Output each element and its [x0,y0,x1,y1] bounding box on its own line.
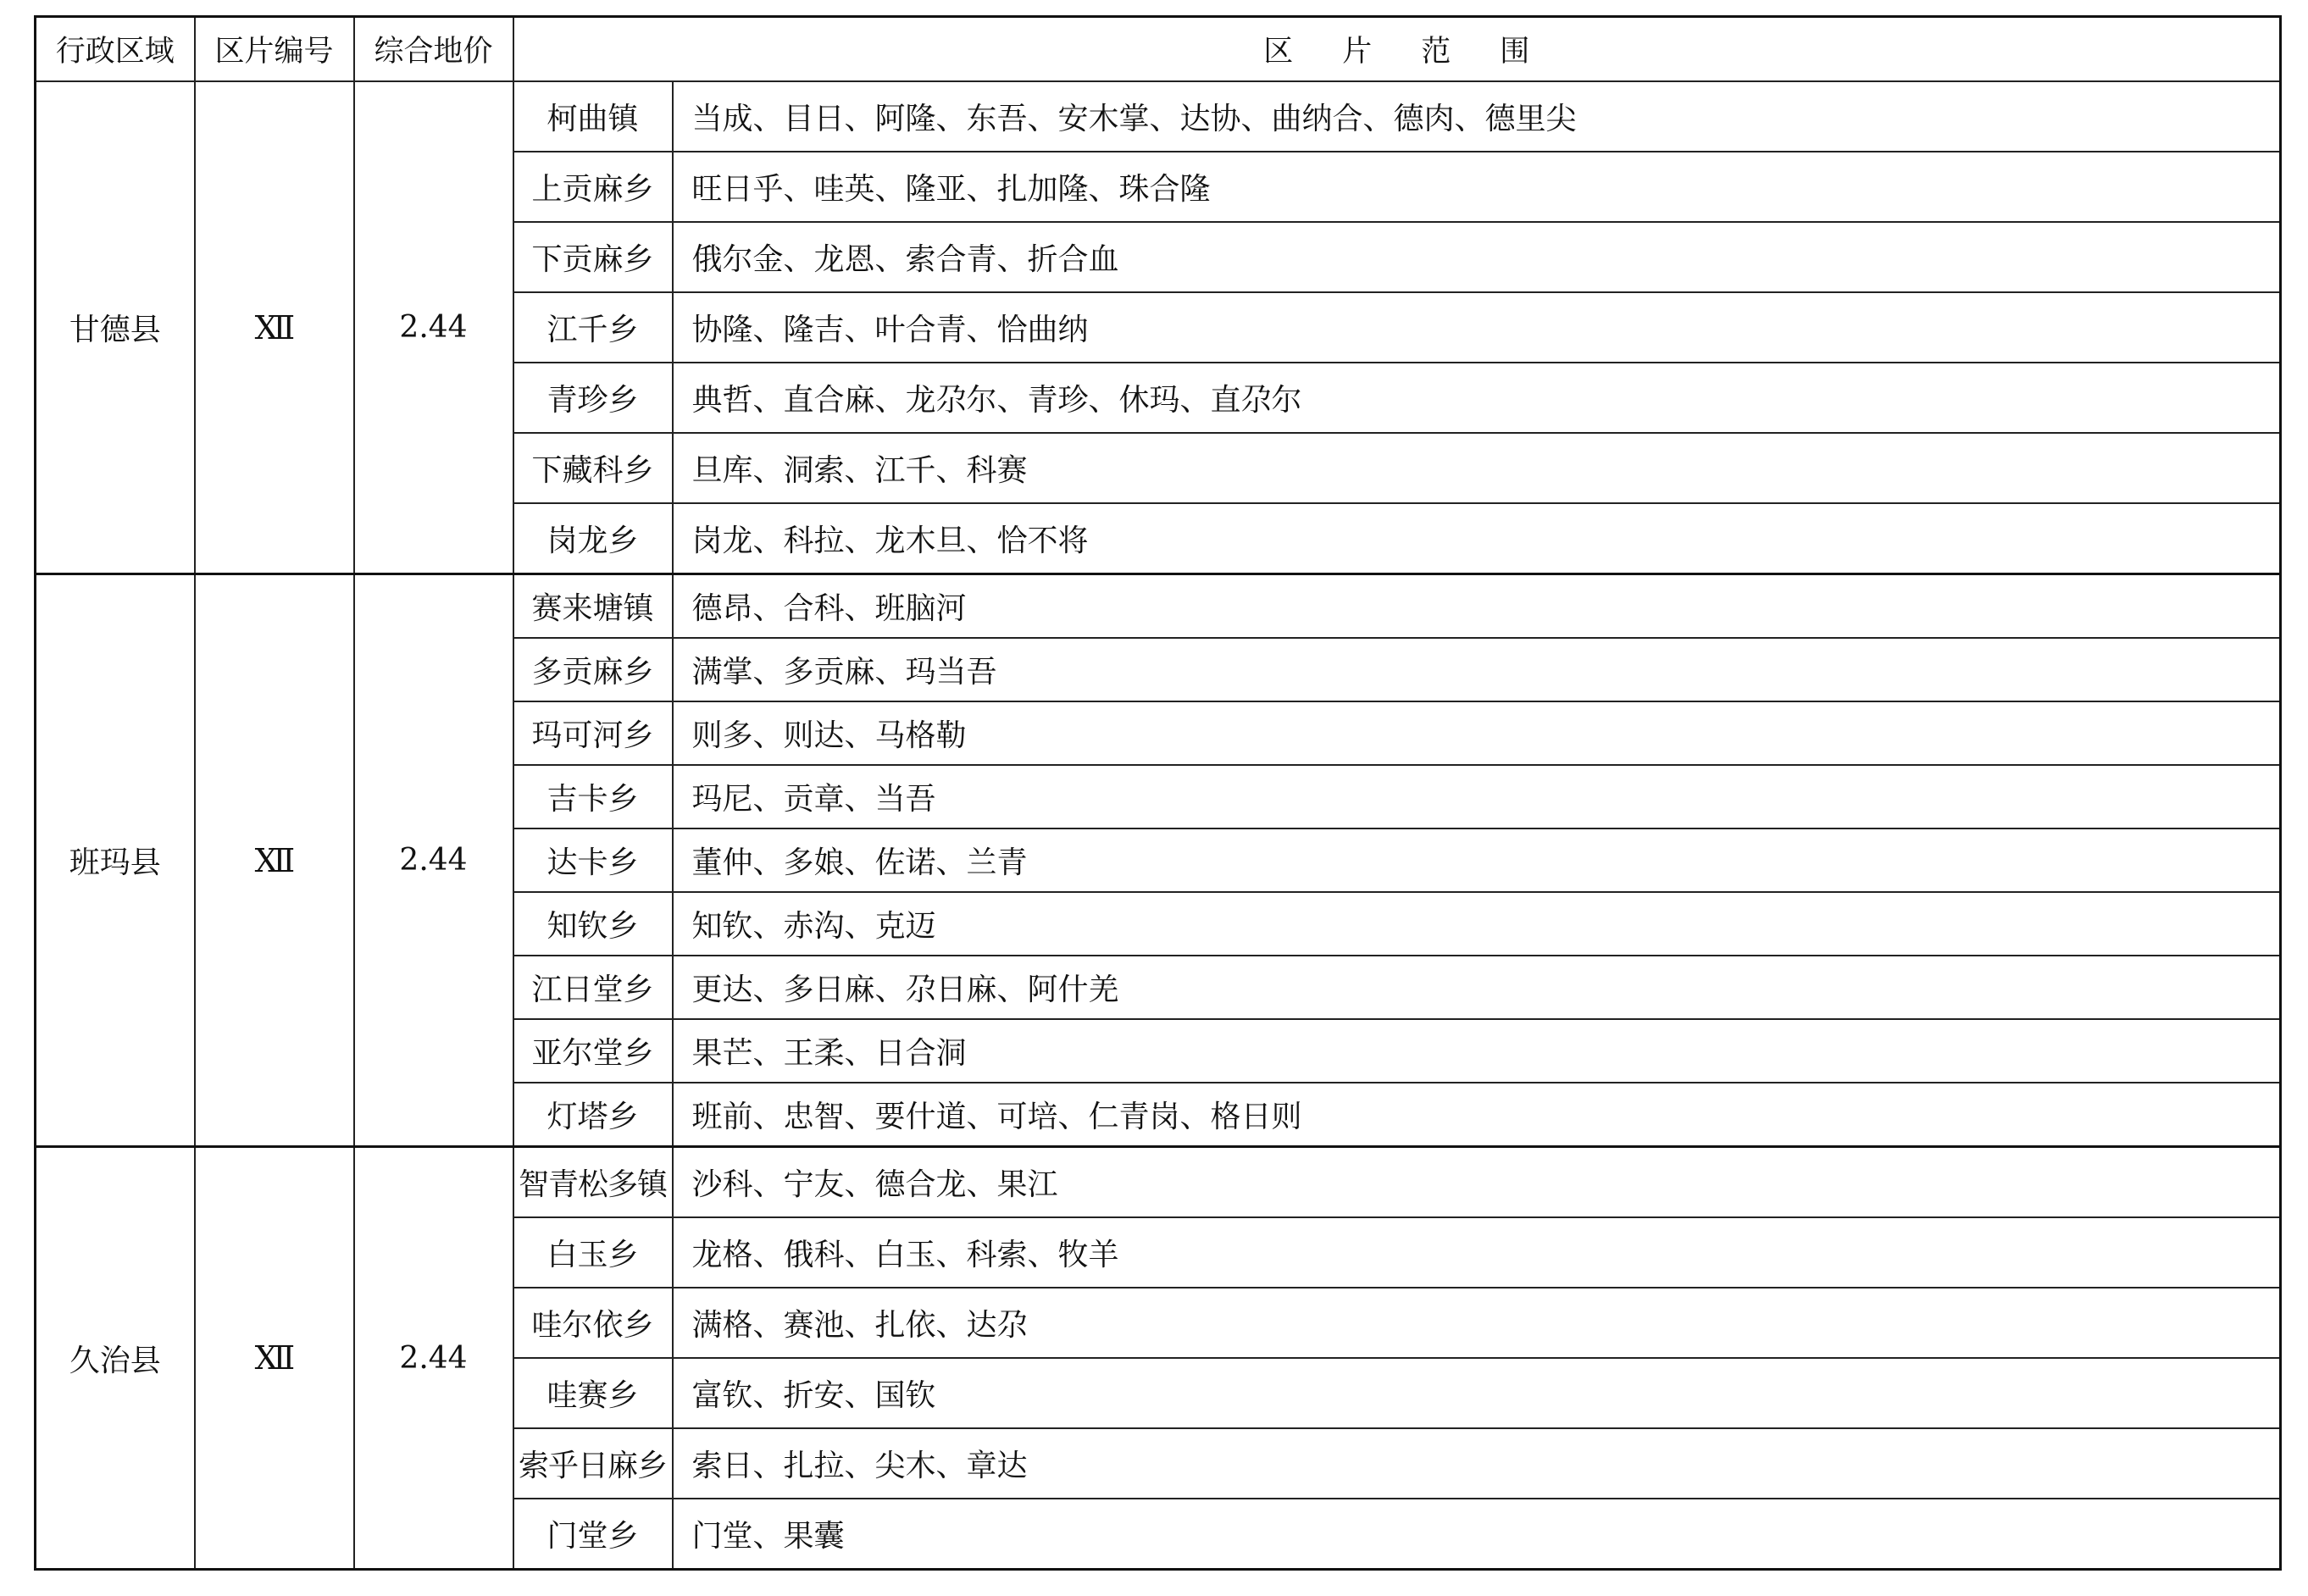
villages-cell: 协隆、隆吉、叶合青、恰曲纳 [673,292,2281,363]
town-cell: 灯塔乡 [513,1083,673,1147]
villages-cell: 班前、忠智、要什道、可培、仁青岗、格日则 [673,1083,2281,1147]
header-range-char-1: 区 [1263,35,1294,69]
header-range-char-4: 围 [1500,35,1530,69]
town-cell: 白玉乡 [513,1217,673,1288]
villages-cell: 则多、则达、马格勒 [673,701,2281,765]
town-cell: 江千乡 [513,292,673,363]
villages-cell: 更达、多日麻、尕日麻、阿什羌 [673,956,2281,1019]
villages-cell: 满掌、多贡麻、玛当吾 [673,638,2281,701]
town-cell: 江日堂乡 [513,956,673,1019]
town-cell: 多贡麻乡 [513,638,673,701]
town-cell: 哇赛乡 [513,1358,673,1428]
villages-cell: 满格、赛池、扎依、达尕 [673,1288,2281,1358]
town-cell: 青珍乡 [513,363,673,433]
county-cell: 班玛县 [36,574,195,1147]
header-range [513,17,2281,82]
town-cell: 岗龙乡 [513,503,673,574]
zone-code-cell: Ⅻ [195,574,354,1147]
villages-cell: 旺日乎、哇英、隆亚、扎加隆、珠合隆 [673,152,2281,222]
villages-cell: 富钦、折安、国钦 [673,1358,2281,1428]
town-cell: 下贡麻乡 [513,222,673,292]
header-code: 区片编号 [195,17,354,82]
villages-cell: 龙格、俄科、白玉、科索、牧羊 [673,1217,2281,1288]
header-row [36,17,2281,82]
town-cell: 亚尔堂乡 [513,1019,673,1083]
land-price-cell: 2.44 [354,574,513,1147]
table-row [36,1147,2281,1218]
villages-cell: 当成、目日、阿隆、东吾、安木掌、达协、曲纳合、德肉、德里尖 [673,81,2281,152]
town-cell: 哇尔依乡 [513,1288,673,1358]
land-price-table [34,15,2282,1571]
town-cell: 吉卡乡 [513,765,673,828]
table-row [36,81,2281,152]
zone-code-cell: Ⅻ [195,81,354,574]
villages-cell: 德昂、合科、班脑河 [673,574,2281,639]
town-cell: 下藏科乡 [513,433,673,503]
county-cell: 甘德县 [36,81,195,574]
villages-cell: 董仲、多娘、佐诺、兰青 [673,828,2281,892]
table-row [36,574,2281,639]
villages-cell: 沙科、宁友、德合龙、果江 [673,1147,2281,1218]
villages-cell: 典哲、直合麻、龙尕尔、青珍、休玛、直尕尔 [673,363,2281,433]
header-region: 行政区域 [36,17,195,82]
land-price-cell: 2.44 [354,81,513,574]
town-cell: 赛来塘镇 [513,574,673,639]
villages-cell: 岗龙、科拉、龙木旦、恰不将 [673,503,2281,574]
header-range-char-2: 片 [1342,35,1373,69]
town-cell: 索乎日麻乡 [513,1428,673,1499]
villages-cell: 旦库、洞索、江千、科赛 [673,433,2281,503]
villages-cell: 索日、扎拉、尖木、章达 [673,1428,2281,1499]
town-cell: 上贡麻乡 [513,152,673,222]
county-cell: 久治县 [36,1147,195,1570]
town-cell: 门堂乡 [513,1499,673,1570]
zone-code-cell: Ⅻ [195,1147,354,1570]
header-range-char-3: 范 [1421,35,1451,69]
header-price: 综合地价 [354,17,513,82]
land-price-cell: 2.44 [354,1147,513,1570]
villages-cell: 知钦、赤沟、克迈 [673,892,2281,956]
town-cell: 知钦乡 [513,892,673,956]
town-cell: 玛可河乡 [513,701,673,765]
town-cell: 柯曲镇 [513,81,673,152]
town-cell: 达卡乡 [513,828,673,892]
villages-cell: 俄尔金、龙恩、索合青、折合血 [673,222,2281,292]
villages-cell: 果芒、王柔、日合洞 [673,1019,2281,1083]
town-cell: 智青松多镇 [513,1147,673,1218]
villages-cell: 门堂、果囊 [673,1499,2281,1570]
villages-cell: 玛尼、贡章、当吾 [673,765,2281,828]
